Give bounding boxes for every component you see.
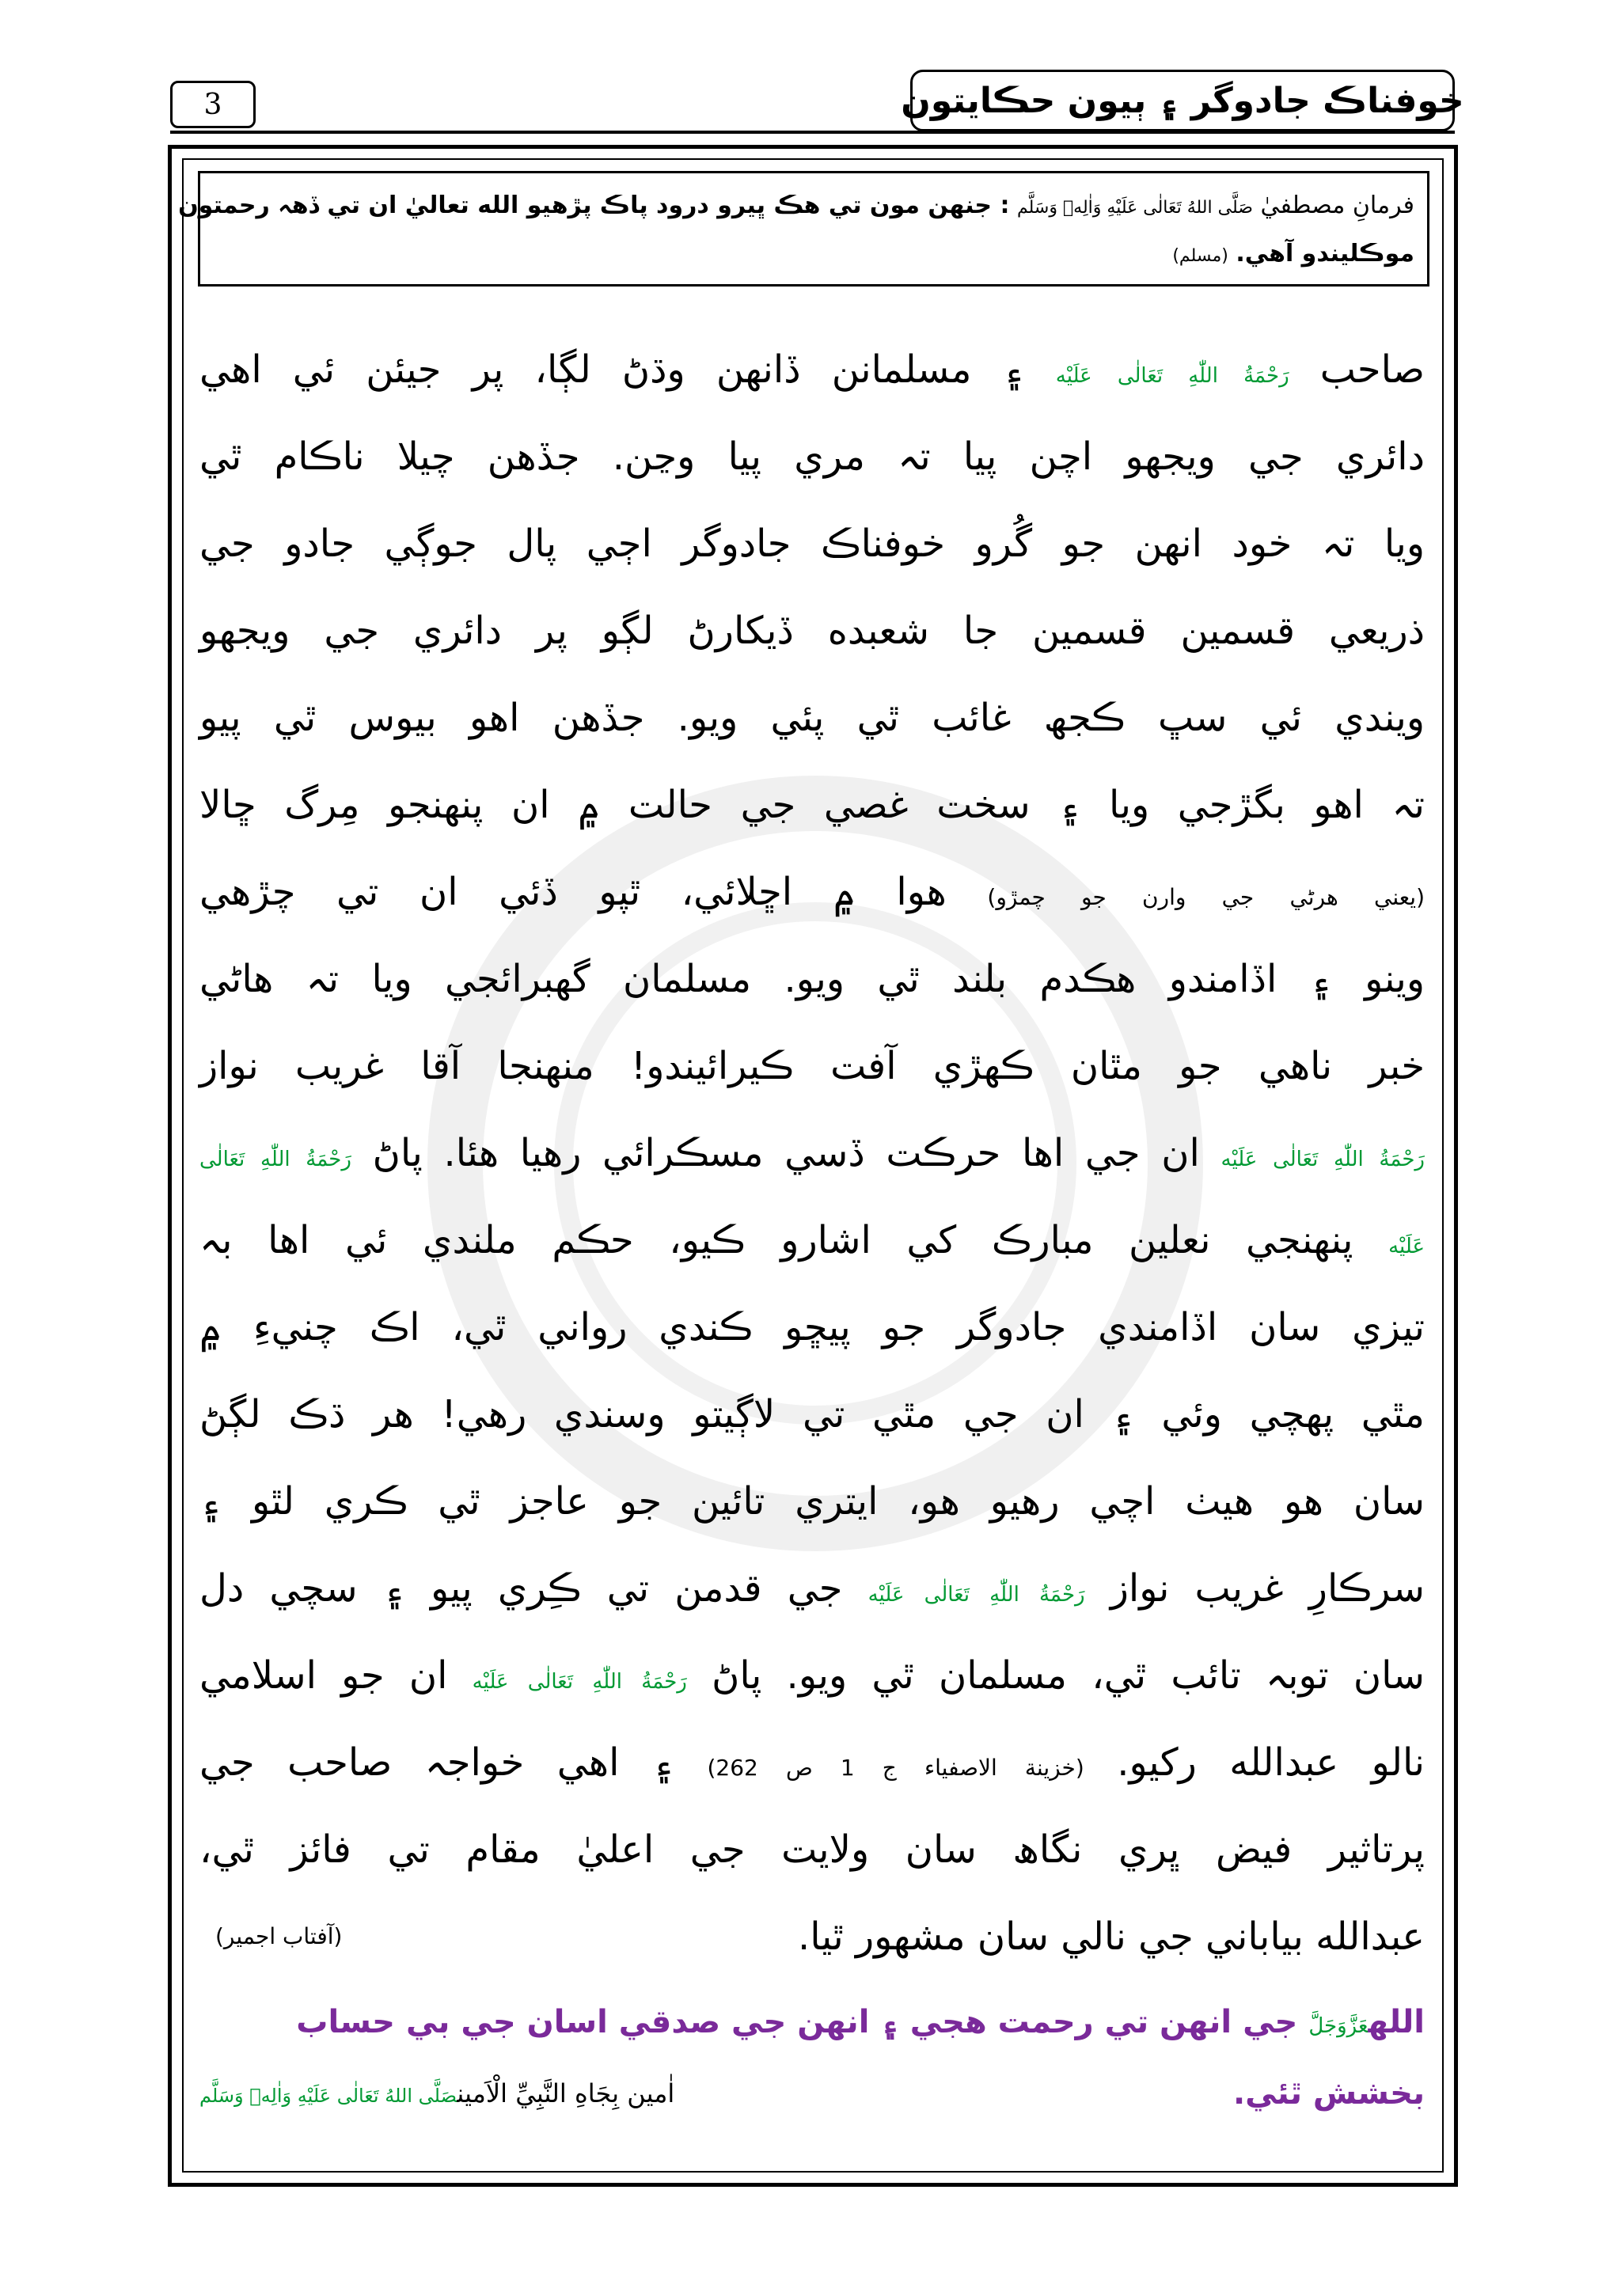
page-number: 3	[170, 81, 256, 128]
body-line-10	[199, 1110, 1425, 1197]
citation: (يعني هرڻي جي وارن جو چمڙو)	[987, 884, 1425, 910]
dua-rahmatullah: رَحْمَةُ اللّٰهِ تَعَالٰى	[199, 1148, 351, 1171]
hadith-lead: فرمانِ مصطفيٰ	[1260, 192, 1414, 219]
body-line-19	[199, 1893, 1425, 1980]
header-divider	[170, 131, 1455, 134]
body-line-2: دائري جي ويجهو اچن پيا تہ مري پيا وڃن. جڏهن چيلا ناڪام ٿي	[199, 435, 1425, 479]
body-line-14: سان هو هيٺ اچي رهيو هو، ايتري تائين جو عاجز ٿي ڪري لٿو ۽	[199, 1479, 1425, 1524]
body-line-1b: ۽ مسلمانن ڏانهن وڌڻ لڳا، پر جيئن ئي اهي	[199, 347, 1025, 392]
body-line-11	[199, 1197, 1425, 1284]
closing-prayer	[199, 1987, 1425, 2129]
dua-rahmatullah: رَحْمَةُ اللّٰهِ تَعَالٰى عَلَيْه	[472, 1670, 687, 1694]
body-line-16	[199, 1632, 1425, 1719]
body-line-7b: هوا ۾ اڇلائي، ٿپو ڏئي ان تي چڙهي	[199, 870, 947, 914]
body-line-17	[199, 1719, 1425, 1806]
book-title: خوفناڪ جادوگر ۽ ٻيون حڪايتون	[910, 70, 1455, 131]
body-line-18: پرتاثير فيض ڀري نگاھ سان ولايت جي اعليٰ مقام تي فائز ٿي،	[199, 1827, 1425, 1872]
body-line-12: تيزي سان اڏامندي جادوگر جو پيڇو ڪندي رواني ٿي، اڪ چنيءِ ۾	[199, 1305, 1425, 1349]
body-line-10b: ان جي اها حرڪت ڏسي مسڪرائي رهيا هئا. پاڻ	[372, 1131, 1200, 1175]
body-line-15b: جي قدمن تي ڪِري پيو ۽ سچي دل	[199, 1566, 843, 1611]
source-citation: (آفتاب اجمير)	[215, 1923, 343, 1949]
ameen-text: اٰمين بِجَاهِ النَّبِيِّ الْاَمين	[457, 2078, 675, 2108]
hadith-line-2	[213, 231, 1414, 279]
body-line-15a: سرڪارِ غريب نواز	[1110, 1566, 1425, 1611]
body-line-16b: ان جو اسلامي	[199, 1653, 448, 1698]
azza-wa-jall: عَزَّوَجَلَّ	[1308, 2014, 1369, 2038]
dua-alayh: عَلَيْه	[1388, 1235, 1425, 1258]
hadith-text-2: موڪليندو آهي.	[1236, 240, 1414, 268]
body-line-1	[199, 326, 1425, 413]
body-line-17a: نالو عبدالله رکيو.	[1117, 1740, 1425, 1785]
hadith-text-1: : جنهن مون تي هڪ ڀيرو درود پاڪ پڙهيو الله تعاليٰ ان تي ڏهہ رحمتون	[178, 192, 1010, 219]
dua-rahmatullah: رَحْمَةُ اللّٰهِ تَعَالٰى عَلَيْه	[867, 1583, 1085, 1607]
hadith-line-1	[178, 183, 1414, 231]
hadith-source: (مسلم)	[1172, 246, 1228, 266]
body-line-11b: پنهنجي نعلين مبارڪ کي اشارو ڪيو، حڪم ملندي ئي اها بہ	[199, 1218, 1353, 1262]
body-line-3: ويا تہ خود انهن جو گُرو خوفناڪ جادوگر اڄي پال جوڳي جادو جي	[199, 522, 1425, 566]
closing-text-1: جي انهن تي رحمت هجي ۽ انهن جي صدقي اسان جي بي حساب	[296, 2004, 1298, 2040]
hadith-salutation: صَلَّى اللهُ تَعَالٰى عَلَيْهِ وَاٰلِهٖ وَسَلَّم	[1017, 198, 1253, 218]
body-line-15	[199, 1545, 1425, 1632]
ameen-salutation: صَلَّى اللهُ تَعَالٰى عَلَيْهِ وَاٰلِهٖ وَسَلَّم	[199, 2085, 457, 2107]
body-line-4: ذريعي قسمين قسمين جا شعبده ڏيکارڻ لڳو پر دائري جي ويجهو	[199, 609, 1425, 653]
body-line-6: تہ اهو بگڙجي ويا ۽ سخت غصي جي حالت ۾ ان پنهنجو مِرگ ڇالا	[199, 783, 1425, 827]
body-line-7	[199, 848, 1425, 935]
body-line-5: ويندي ئي سڀ ڪجھ غائب ٿي پئي ويو. جڏهن اهو بيوس ٿي پيو	[199, 696, 1425, 740]
dua-rahmatullah: رَحْمَةُ اللّٰهِ تَعَالٰى عَلَيْه	[1055, 364, 1289, 388]
body-line-1a: صاحب	[1319, 347, 1425, 392]
allah-word: الله	[1368, 2004, 1425, 2040]
citation: (خزينة الاصفياء ج 1 ص 262)	[707, 1755, 1084, 1781]
body-line-17b: ۽ اهي خواجہ صاحب جي	[199, 1740, 675, 1785]
closing-line-2	[199, 2058, 1425, 2129]
body-line-16a: سان توبہ تائب ٿي، مسلمان ٿي ويو. پاڻ	[712, 1653, 1425, 1698]
closing-line-1	[199, 1987, 1425, 2058]
hadith-box	[178, 171, 1429, 287]
ameen	[199, 2058, 674, 2131]
body-line-13: مٿي پهچي وئي ۽ ان جي مٿي تي لاڳيتو وسندي رهي! هر ڌڪ لڳڻ	[199, 1392, 1425, 1436]
body-line-8: وينو ۽ اڏامندو هڪدم بلند ٿي ويو. مسلمان گھبرائجي ويا تہ هاڻي	[199, 957, 1425, 1001]
body-line-19: عبدالله بياباني جي نالي سان مشهور ٿيا.	[797, 1915, 1425, 1959]
closing-text-2: بخشش ٿئي.	[1232, 2075, 1425, 2112]
body-text	[199, 326, 1425, 1980]
dua-rahmatullah: رَحْمَةُ اللّٰهِ تَعَالٰى عَلَيْه	[1220, 1148, 1425, 1171]
body-line-9: خبر ناهي جو مٿان ڪهڙي آفت ڪيرائيندو! منهنجا آقا غريب نواز	[199, 1044, 1425, 1088]
